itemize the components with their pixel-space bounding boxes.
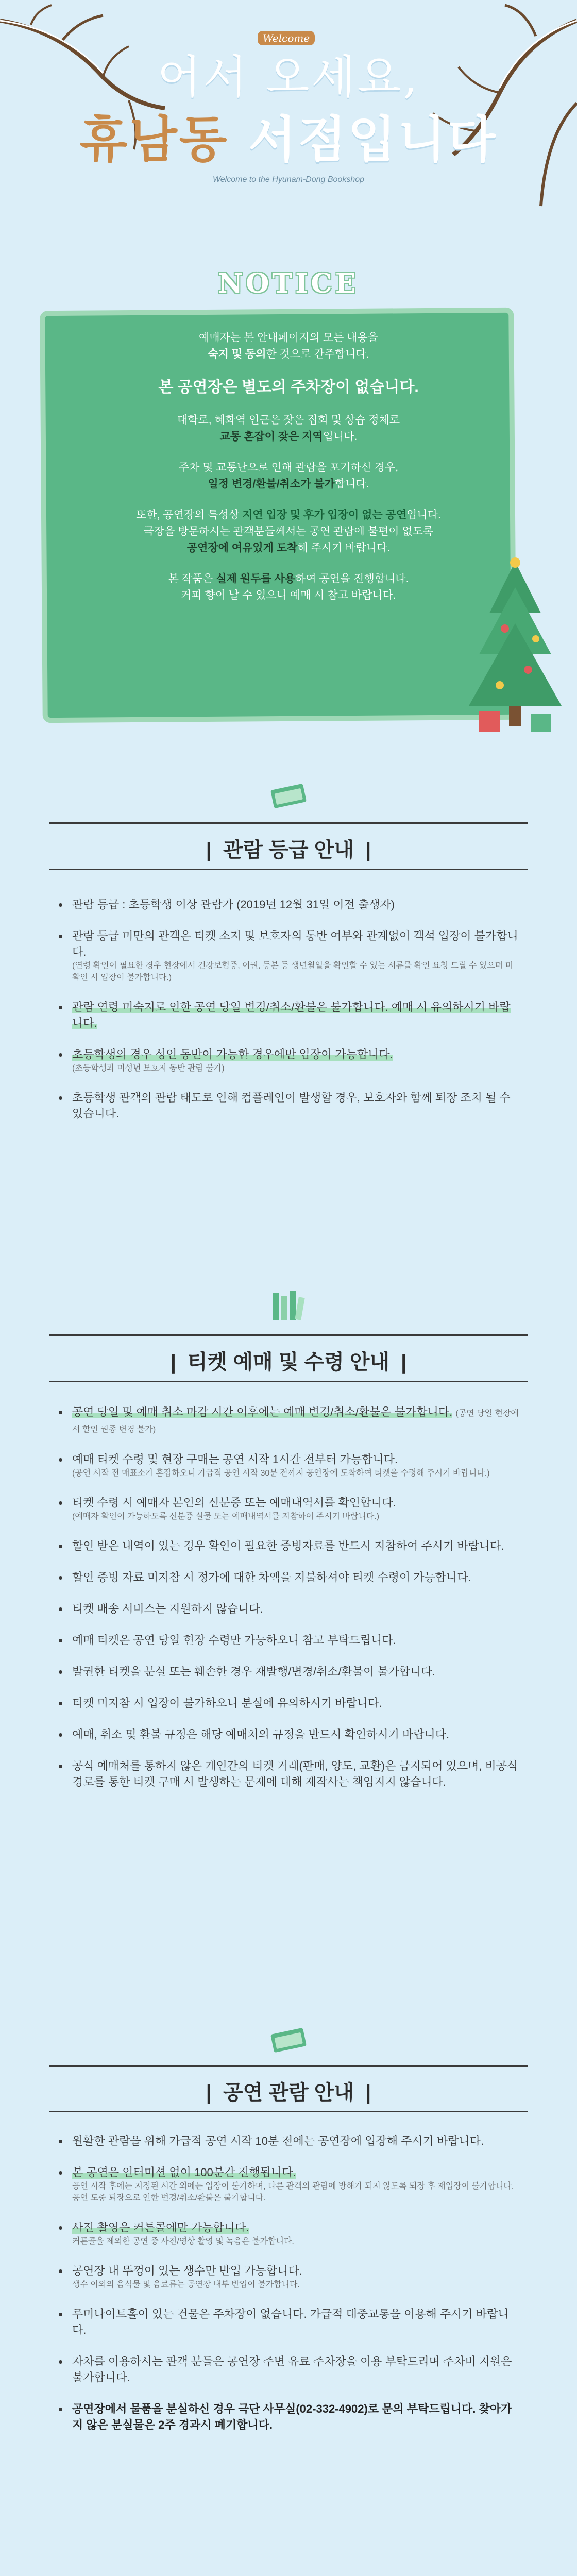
notice-bold: 숙지 및 동의: [208, 348, 266, 360]
viewing-title-text: 공연 관람 안내: [223, 2081, 354, 2104]
item-text: 초등학생의 경우 성인 동반이 가능한 경우에만 입장이 가능합니다.: [72, 1048, 393, 1061]
notice-paragraph: [88, 571, 489, 604]
item-text: 예매 티켓 수령 및 현장 구매는 공연 시작 1시간 전부터 가능합니다.: [72, 1453, 398, 1466]
item-note: 커튼콜을 제외한 공연 중 사진/영상 촬영 및 녹음은 불가합니다.: [72, 2237, 294, 2246]
item-text: 공연장에서 물품을 분실하신 경우 극단 사무실(02-332-4902)로 문의 부탁드립니다. 찾아가지 않은 분실물은 2주 경과시 폐기합니다.: [72, 2402, 512, 2431]
list-item: [57, 1538, 520, 1554]
list-item: [57, 1451, 520, 1479]
ticket-icon: [268, 2025, 309, 2056]
list-item: [57, 2164, 520, 2204]
list-item: [57, 2353, 520, 2385]
list-item: [57, 1404, 520, 1436]
item-note: 공연 시작 후에는 지정된 시간 외에는 입장이 불가하며, 다른 관객의 관람에 방해가 되지 않도록 퇴장 후 재입장이 불가합니다. 공연 도중 퇴장으로 인한 변경/취소/환불은 불가합니다.: [72, 2182, 514, 2202]
notice-content: [88, 330, 489, 618]
section-divider: [49, 1381, 528, 1382]
hero-title-mid: 서점: [229, 110, 348, 168]
list-item: [57, 1090, 520, 1122]
notice-paragraph: [88, 412, 489, 445]
list-item: [57, 1726, 520, 1742]
ticket-list: [57, 1404, 520, 1805]
item-text: 티켓 수령 시 예매자 본인의 신분증 또는 예매내역서를 확인합니다.: [72, 1496, 396, 1509]
item-text: 공식 예매처를 통하지 않은 개인간의 티켓 거래(판매, 양도, 교환)은 금지되어 있으며, 비공식 경로를 통한 티켓 구매 시 발생하는 문제에 대해 제작사는 책임지지 않습니다.: [72, 1759, 518, 1788]
rating-section-title: | 관람 등급 안내 |: [206, 839, 371, 861]
hero-title-line1: 어서 오세요,: [157, 50, 420, 104]
list-item: [57, 1695, 520, 1711]
item-text: 예매, 취소 및 환불 규정은 해당 예매처의 규정을 반드시 확인하시기 바랍니다.: [72, 1728, 450, 1741]
list-item: [57, 2133, 520, 2149]
rating-list: [57, 896, 520, 1137]
section-divider: [49, 2065, 528, 2067]
item-text: 사진 촬영은 커튼콜에만 가능합니다.: [72, 2221, 249, 2234]
hero: [0, 0, 577, 242]
hero-title-highlight: 휴남동: [79, 110, 229, 168]
notice-title: NOTICE: [218, 268, 359, 299]
item-text: 루미나이트홀이 있는 건물은 주차장이 없습니다. 가급적 대중교통을 이용해 주시기 바랍니다.: [72, 2308, 509, 2336]
notice-text: 입니다.: [323, 431, 358, 443]
ticket-section-title: | 티켓 예매 및 수령 안내 |: [170, 1351, 407, 1374]
notice-bold: 공연장에 여유있게 도착: [186, 542, 298, 554]
notice-bold: 지연 입장 및 후가 입장이 없는 공연: [242, 509, 407, 521]
list-item: [57, 1601, 520, 1617]
section-divider: [49, 869, 528, 870]
item-text: 할인 증빙 자료 미지참 시 정가에 대한 차액을 지불하셔야 티켓 수령이 가능합니다.: [72, 1571, 471, 1584]
notice-paragraph: [88, 507, 489, 556]
hero-title-line2: [0, 100, 577, 171]
ticket-icon: [268, 781, 309, 811]
list-item: [57, 1495, 520, 1522]
list-item: [57, 1046, 520, 1074]
item-text: 본 공연은 인터미션 없이 100분간 진행됩니다.: [72, 2166, 296, 2179]
notice-text: 하여 공연을 진행합니다.: [295, 573, 409, 585]
notice-text: 해 주시기 바랍니다.: [297, 542, 391, 554]
section-divider: [49, 1334, 528, 1336]
list-item: [57, 2306, 520, 2338]
notice-text: 한 것으로 간주합니다.: [266, 348, 369, 360]
item-text: 공연 당일 및 예매 취소 마감 시간 이후에는 예매 변경/취소/환불은 불가합니다.: [72, 1405, 453, 1418]
viewing-section-title: | 공연 관람 안내 |: [206, 2081, 371, 2104]
item-note: (예매자 확인이 가능하도록 신분증 실물 또는 예매내역서를 지참하여 주시기 바랍니다.): [72, 1512, 380, 1521]
notice-bold: 실제 원두를 사용: [216, 573, 296, 585]
notice-text: 예매자는 본 안내페이지의 모든 내용을: [199, 332, 378, 344]
ticket-title-text: 티켓 예매 및 수령 안내: [187, 1351, 390, 1374]
christmas-tree-icon: [464, 556, 567, 742]
notice-text: 합니다.: [334, 478, 369, 490]
section-divider: [49, 2111, 528, 2112]
item-text: 원활한 관람을 위해 가급적 공연 시작 10분 전에는 공연장에 입장해 주시기 바랍니다.: [72, 2134, 484, 2147]
list-item: [57, 1569, 520, 1585]
item-text: 관람 등급 미만의 관객은 티켓 소지 및 보호자의 동반 여부와 관계없이 객석 입장이 불가합니다.: [72, 929, 518, 958]
list-item: [57, 2219, 520, 2247]
item-note: (초등학생과 미성년 보호자 동반 관람 불가): [72, 1064, 225, 1073]
item-note: (공연 시작 전 매표소가 혼잡하오니 가급적 공연 시작 30분 전까지 공연장에 도착하여 티켓을 수령해 주시기 바랍니다.): [72, 1469, 490, 1478]
hero-subtitle: Welcome to the Hyunam-Dong Bookshop: [212, 175, 365, 184]
list-item: [57, 1632, 520, 1648]
books-icon: [268, 1288, 309, 1324]
item-text: 티켓 배송 서비스는 지원하지 않습니다.: [72, 1602, 263, 1615]
item-text: 관람 등급 : 초등학생 이상 관람가 (2019년 12월 31일 이전 출생자): [72, 898, 395, 911]
item-text: 예매 티켓은 공연 당일 현장 수령만 가능하오니 참고 부탁드립니다.: [72, 1634, 396, 1647]
list-item: [57, 896, 520, 912]
notice-paragraph: [88, 460, 489, 493]
notice-headline: 본 공연장은 별도의 주차장이 없습니다.: [158, 379, 419, 396]
list-item: [57, 999, 520, 1031]
notice-paragraph: [88, 330, 489, 363]
item-text: 초등학생 관객의 관람 태도로 인해 컴플레인이 발생할 경우, 보호자와 함께 퇴장 조치 될 수 있습니다.: [72, 1091, 511, 1120]
notice-text: 대학로, 혜화역 인근은 잦은 집회 및 상습 정체로: [177, 414, 400, 426]
notice-text: 극장을 방문하시는 관객분들께서는 공연 관람에 불편이 없도록: [143, 526, 434, 537]
list-item: [57, 1758, 520, 1790]
section-divider: [49, 822, 528, 824]
item-text: 관람 연령 미숙지로 인한 공연 당일 변경/취소/환불은 불가합니다. 예매 시 유의하시기 바랍니다.: [72, 1001, 511, 1029]
list-item: [57, 2263, 520, 2291]
notice-text: 본 작품은: [168, 573, 216, 585]
viewing-list: [57, 2133, 520, 2448]
notice-text: 또한, 공연장의 특성상: [136, 509, 243, 521]
list-item: [57, 928, 520, 984]
item-note: 생수 이외의 음식물 및 음료류는 공연장 내부 반입이 불가합니다.: [72, 2280, 300, 2289]
hero-title-end: 입니다: [348, 110, 498, 168]
item-note: (공연 당일 현장에서 할인 권종 변경 불가): [72, 1409, 519, 1434]
notice-bold: 일정 변경/환불/취소가 불가: [208, 478, 335, 490]
item-text: 공연장 내 뚜껑이 있는 생수만 반입 가능합니다.: [72, 2264, 302, 2277]
item-text: 할인 받은 내역이 있는 경우 확인이 필요한 증빙자료를 반드시 지참하여 주시기 바랍니다.: [72, 1539, 504, 1552]
notice-text: 커피 향이 날 수 있으니 예매 시 참고 바랍니다.: [181, 589, 396, 601]
list-item: [57, 2401, 520, 2433]
hero-badge: Welcome: [258, 31, 315, 45]
item-note: (연령 확인이 필요한 경우 현장에서 건강보험증, 여권, 등본 등 생년월일을 확인할 수 있는 서류를 확인 요청 드릴 수 있으며 미확인 시 입장이 불가합니다.): [72, 961, 514, 982]
notice-text: 입니다.: [406, 509, 441, 521]
notice-text: 주차 및 교통난으로 인해 관람을 포기하신 경우,: [178, 462, 399, 473]
list-item: [57, 1664, 520, 1680]
item-text: 자차를 이용하시는 관객 분들은 공연장 주변 유료 주차장을 이용 부탁드리며 주차비 지원은 불가합니다.: [72, 2355, 512, 2384]
rating-title-text: 관람 등급 안내: [223, 839, 354, 861]
notice-bold: 교통 혼잡이 잦은 지역: [219, 431, 323, 443]
item-text: 발권한 티켓을 분실 또는 훼손한 경우 재발행/변경/취소/환불이 불가합니다.: [72, 1665, 435, 1678]
item-text: 티켓 미지참 시 입장이 불가하오니 분실에 유의하시기 바랍니다.: [72, 1697, 382, 1709]
